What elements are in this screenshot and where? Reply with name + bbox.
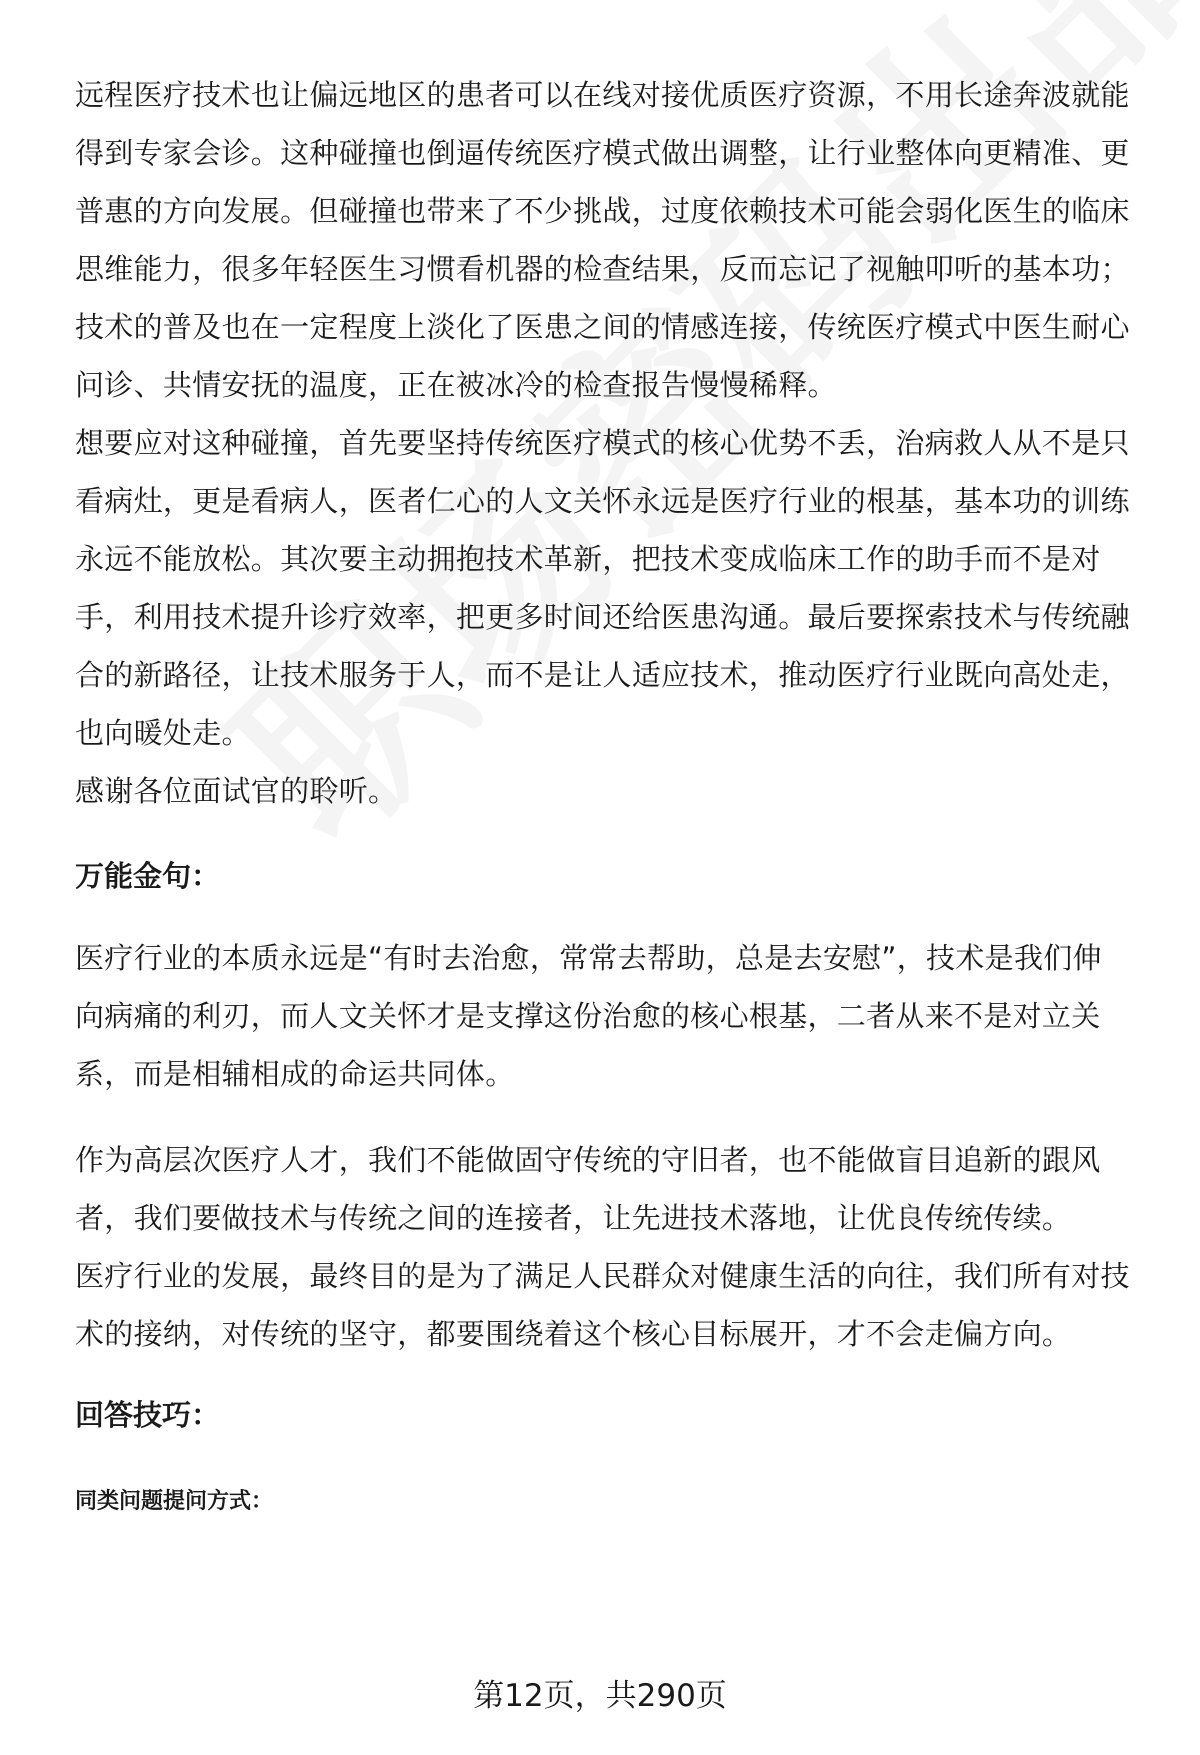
text-line: 作为高层次医疗人才，我们不能做固守传统的守旧者，也不能做盲目追新的跟风 — [75, 1143, 1101, 1177]
text-line: 者，我们要做技术与传统之间的连接者，让先进技术落地，让优良传统传续。 — [75, 1201, 1072, 1235]
golden-sentence-2 — [75, 1131, 1155, 1363]
text-line: 向病痛的利刃，而人文关怀才是支撑这份治愈的核心根基，二者从来不是对立关 — [75, 999, 1101, 1033]
text-line: 得到专家会诊。这种碰撞也倒逼传统医疗模式做出调整，让行业整体向更精准、更 — [75, 136, 1130, 170]
text-line: 医疗行业的本质永远是“有时去治愈，常常去帮助，总是去安慰”，技术是我们伸 — [75, 941, 1102, 975]
text-line: 永远不能放松。其次要主动拥抱技术革新，把技术变成临床工作的助手而不是对 — [75, 542, 1101, 576]
text-line: 看病灶，更是看病人，医者仁心的人文关怀永远是医疗行业的根基，基本功的训练 — [75, 484, 1130, 518]
text-line: 问诊、共情安抚的温度，正在被冰冷的检查报告慢慢稀释。 — [75, 368, 837, 402]
paragraph-remote-medicine — [75, 66, 1155, 414]
text-line: 思维能力，很多年轻医生习惯看机器的检查结果，反而忘记了视触叩听的基本功； — [75, 252, 1130, 286]
text-line: 普惠的方向发展。但碰撞也带来了不少挑战，过度依赖技术可能会弱化医生的临床 — [75, 194, 1130, 228]
text-line: 远程医疗技术也让偏远地区的患者可以在线对接优质医疗资源，不用长途奔波就能 — [75, 78, 1130, 112]
text-line: 术的接纳，对传统的坚守，都要围绕着这个核心目标展开，才不会走偏方向。 — [75, 1317, 1072, 1351]
text-line: 想要应对这种碰撞，首先要坚持传统医疗模式的核心优势不丢，治病救人从不是只 — [75, 426, 1130, 460]
text-line: 医疗行业的发展，最终目的是为了满足人民群众对健康生活的向往，我们所有对技 — [75, 1259, 1130, 1293]
closing-remark: 感谢各位面试官的聆听。 — [75, 774, 398, 808]
text-line: 手，利用技术提升诊疗效率，把更多时间还给医患沟通。最后要探索技术与传统融 — [75, 600, 1130, 634]
text-line: 系，而是相辅相成的命运共同体。 — [75, 1057, 515, 1091]
paragraph-response — [75, 414, 1155, 762]
text-line: 技术的普及也在一定程度上淡化了医患之间的情感连接，传统医疗模式中医生耐心 — [75, 310, 1130, 344]
document-body — [75, 66, 1155, 1515]
section-heading-golden-sentences: 万能金句： — [75, 859, 221, 893]
section-heading-answer-tips: 回答技巧： — [75, 1398, 221, 1432]
page-number-footer: 第12页，共290页 — [473, 1678, 727, 1714]
text-line: 也向暖处走。 — [75, 716, 251, 750]
subheading-similar-questions: 同类问题提问方式： — [75, 1489, 274, 1514]
golden-sentence-1 — [75, 929, 1155, 1103]
text-line: 合的新路径，让技术服务于人，而不是让人适应技术，推动医疗行业既向高处走， — [75, 658, 1130, 692]
